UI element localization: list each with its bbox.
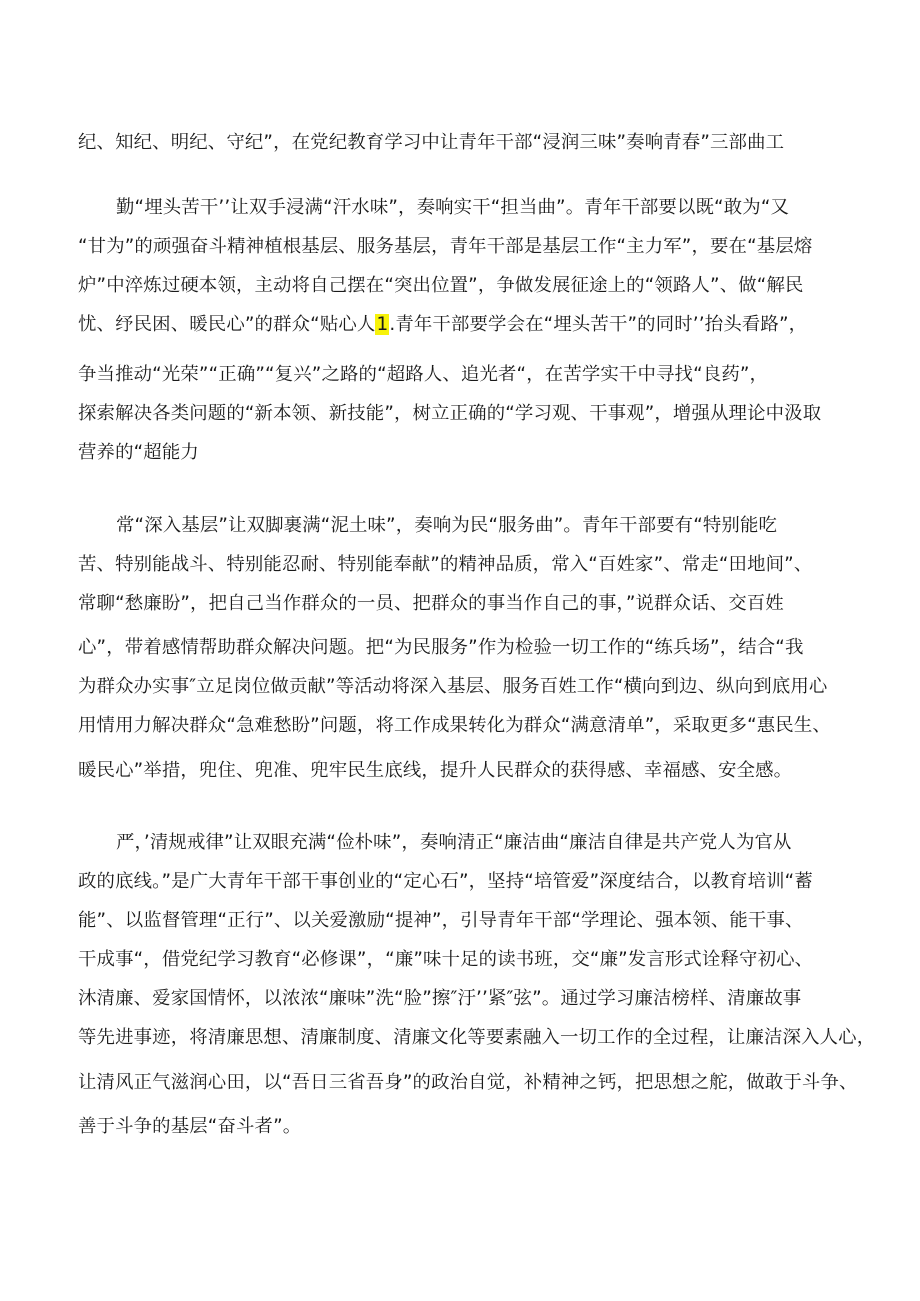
- paragraph-1-line: 勤“埋头苦干’’让双手浸满“汗水味”，奏响实干“担当曲”。青年干部要以既“敢为“又: [116, 197, 790, 218]
- paragraph-2-line: 用情用力解决群众“急难愁盼”问题，将工作成果转化为群众“满意清单”，采取更多“惠民生、: [78, 715, 831, 736]
- paragraph-1-line: “甘为”的顽强奋斗精神植根基层、服务基层，青年干部是基层工作“主力军”，要在“基层熔: [78, 236, 813, 257]
- text-span: .青年干部要学会在“埋头苦干”的同时’’抬头看路”，: [389, 314, 808, 335]
- paragraph-3-line: 善于斗争的基层“奋斗者”。: [78, 1116, 302, 1137]
- paragraph-3-line: 严，’清规戒律”让双眼充满“俭朴味”，奏响清正“廉洁曲“廉洁自律是共产党人为官从: [116, 832, 792, 853]
- paragraph-3-line: 等先进事迹，将清廉思想、清廉制度、清廉文化等要素融入一切工作的全过程，让廉洁深入人心，: [78, 1027, 876, 1048]
- paragraph-3-line: 干成事“，借党纪学习教育“必修课”，“廉”味十足的读书班，交“廉”发言形式诠释守初心、: [78, 949, 814, 970]
- paragraph-2-line: 常“深入基层”让双脚裹满“泥土味”，奏响为民“服务曲”。青年干部要有“特别能吃: [116, 515, 778, 536]
- paragraph-2-line: 心”，带着感情帮助群众解决问题。把“为民服务”作为检验一切工作的“练兵场”，结合“我: [78, 637, 804, 658]
- paragraph-2-line: 苦、特别能战斗、特别能忍耐、特别能奉献”的精神品质，常入“百姓家”、常走“田地间”、: [78, 554, 813, 575]
- paragraph-3-line: 让清风正气滋润心田，以“吾日三省吾身”的政治自觉，补精神之钙，把思想之舵，做敢于斗争、: [78, 1072, 858, 1093]
- paragraph-3-line: 能”、以监督管理“正行”、以关爱激励“提神”，引导青年干部“学理论、强本领、能干事、: [78, 910, 804, 931]
- paragraph-1-line: 探索解决各类问题的“新本领、新技能”，树立正确的“学习观、干事观”，增强从理论中汲取: [78, 403, 822, 424]
- paragraph-1-line: 争当推动“光荣”“正确”“复兴”之路的“超路人、追光者“，在苦学实干中寻找“良药”，: [78, 364, 769, 385]
- paragraph-3-line: 沐清廉、爱家国情怀，以浓浓“廉味”洗“脸”擦″汙’’紧″弦”。通过学习廉洁榜样、清廉故事: [78, 988, 802, 1009]
- text-span: 忧、纾民困、暖民心”的群众“贴心人: [78, 314, 376, 335]
- paragraph-1-line: [78, 313, 858, 337]
- paragraph-1-line: 炉”中淬炼过硬本领，主动将自己摆在“突出位置”，争做发展征途上的“领路人”、做“解民: [78, 275, 804, 296]
- paragraph-2-line: 为群众办实事″立足岗位做贡献”等活动将深入基层、服务百姓工作“横向到边、纵向到底用心: [78, 676, 828, 697]
- highlighted-marker: 1: [376, 314, 389, 335]
- paragraph-1-line: 营养的“超能力: [78, 442, 199, 463]
- paragraph-2-line: 暖民心”举措，兜住、兜准、兜牢民生底线，提升人民群众的获得感、幸福感、安全感。: [78, 760, 793, 781]
- paragraph-2-line: 常聊“愁廉盼”，把自己当作群众的一员、把群众的事当作自己的事，”说群众话、交百姓: [78, 593, 784, 614]
- intro-line: 纪、知纪、明纪、守纪”，在党纪教育学习中让青年干部“浸润三味”奏响青春”三部曲工: [78, 132, 785, 153]
- paragraph-3-line: 政的底线。”是广大青年干部干事创业的“定心石”，坚持“培管爱”深度结合，以教育培训“蓄: [78, 871, 813, 892]
